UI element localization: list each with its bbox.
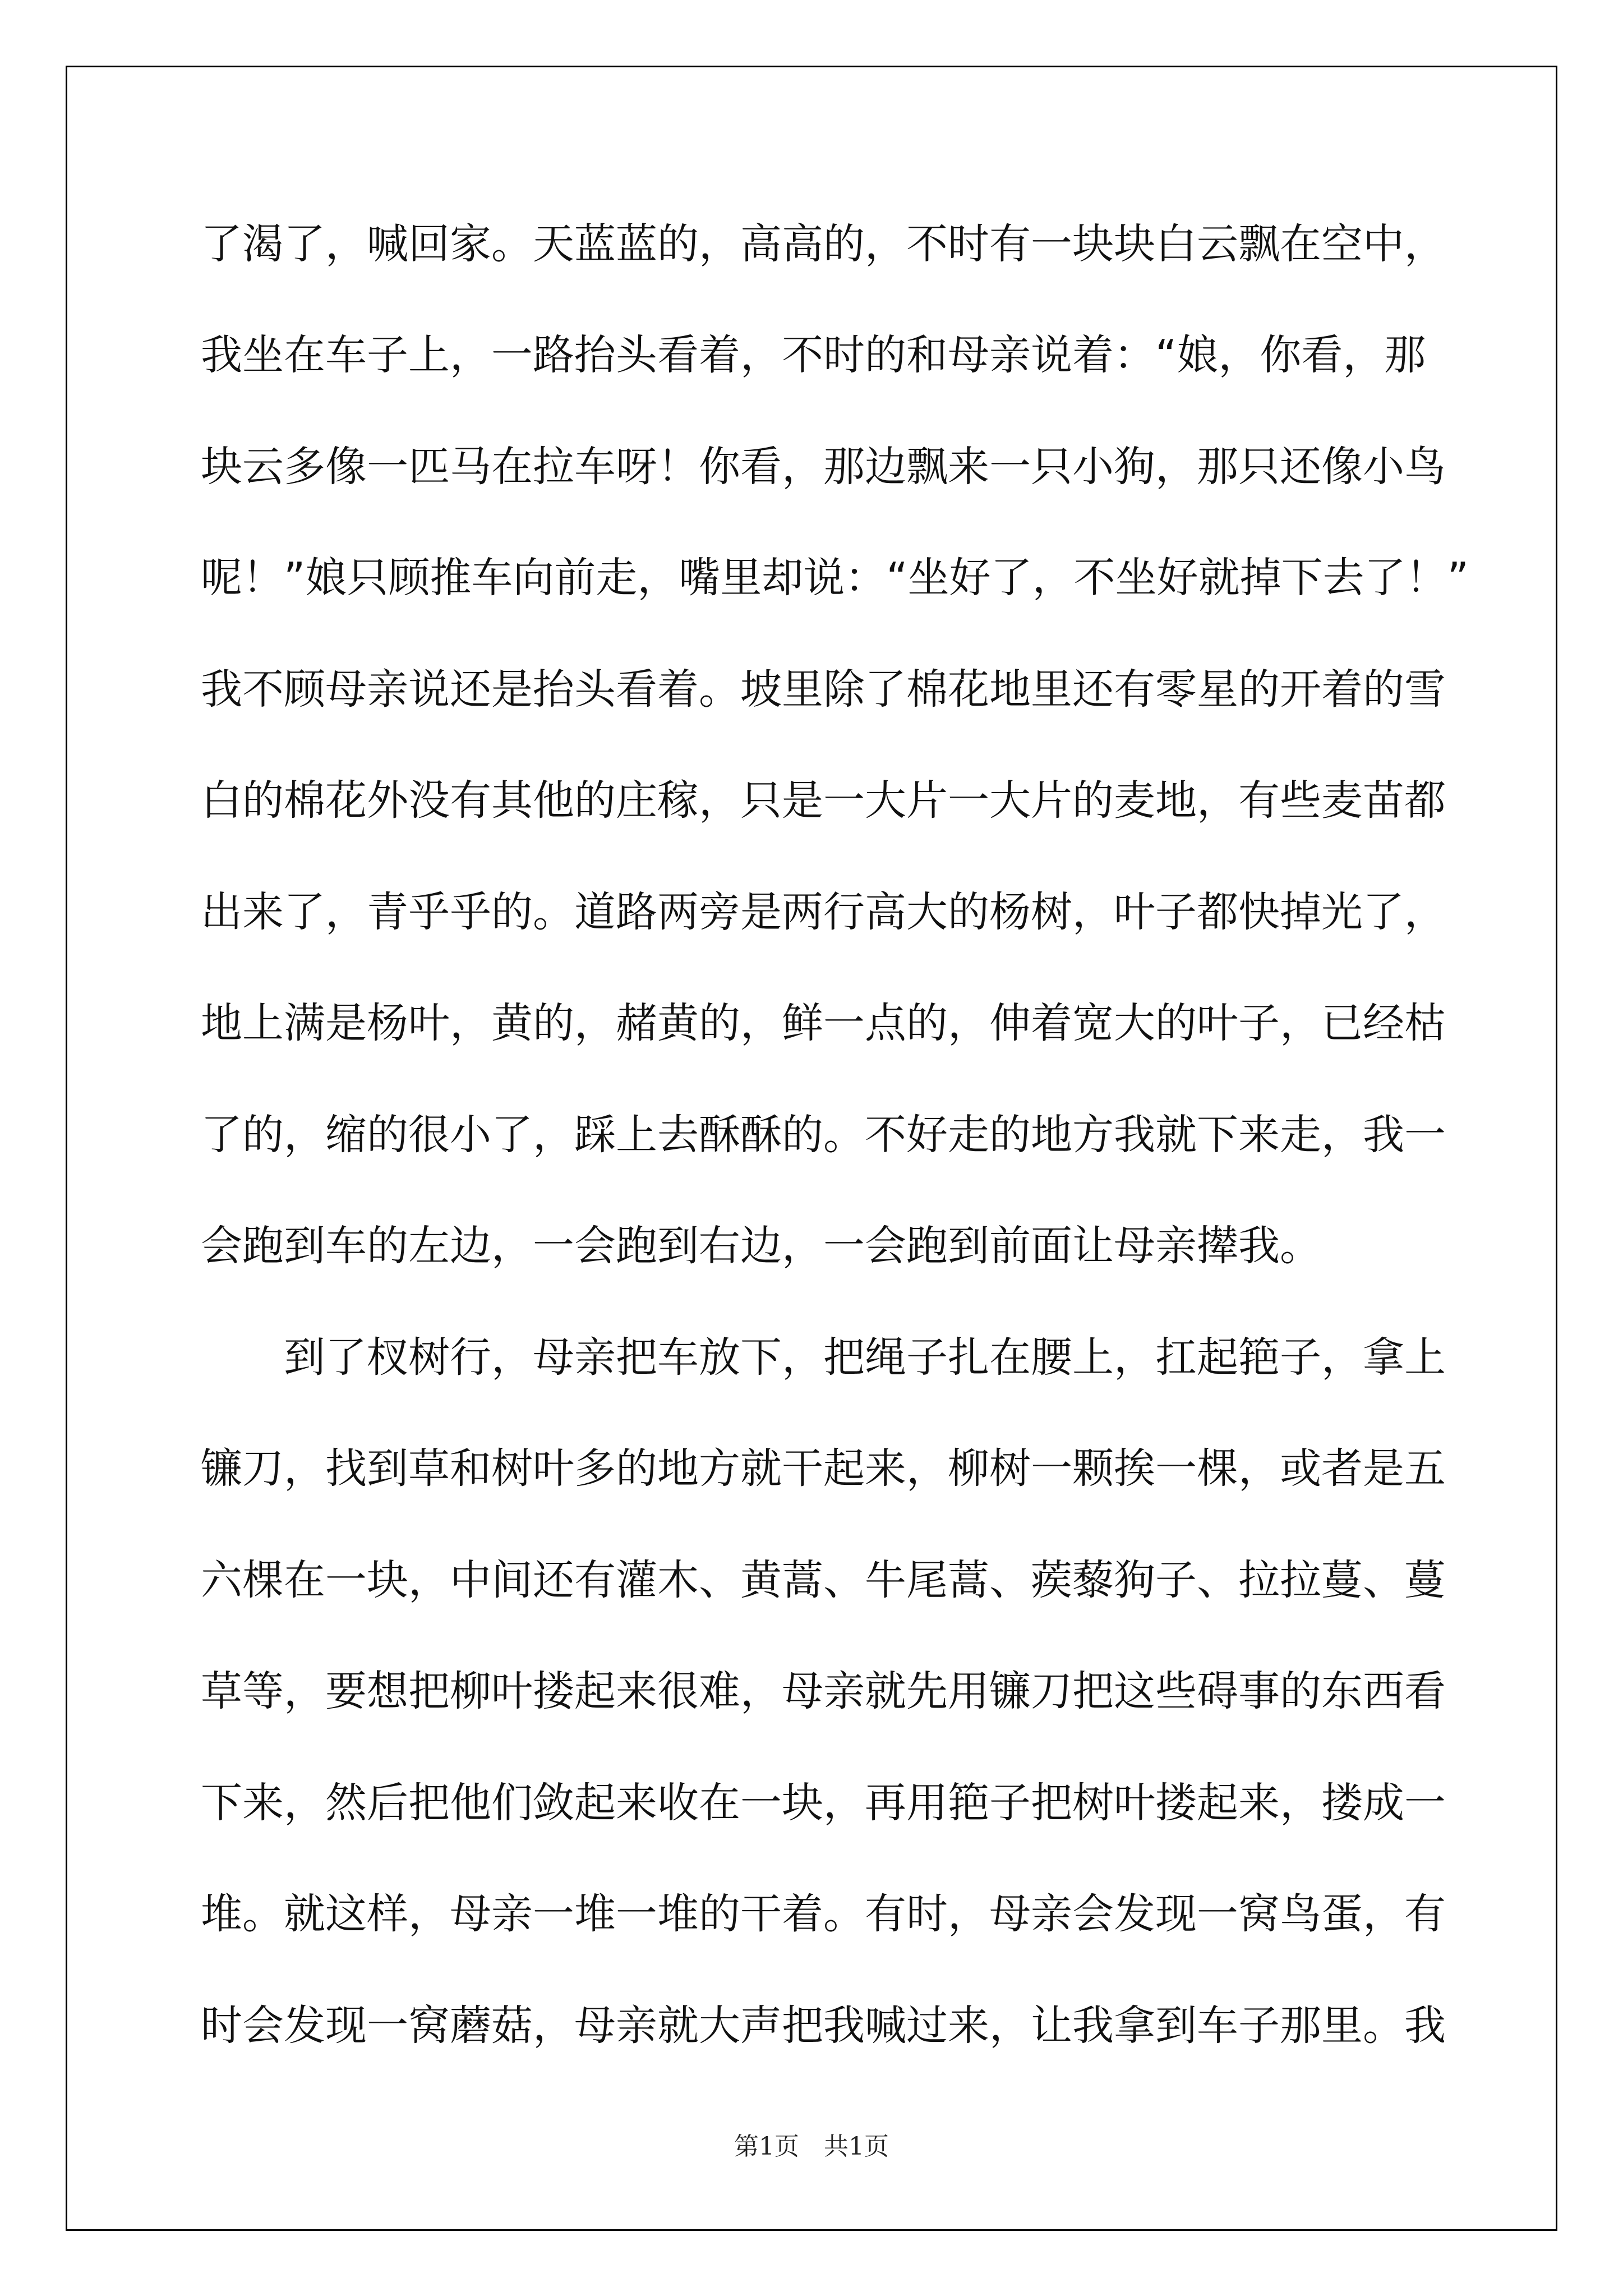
text-line: 镰刀，找到草和树叶多的地方就干起来，柳树一颗挨一棵，或者是五 — [201, 1444, 1446, 1493]
text-line: 了渴了，喊回家。天蓝蓝的，高高的，不时有一块块白云飘在空中， — [201, 220, 1446, 268]
text-line: 六棵在一块，中间还有灌木、黄蒿、牛尾蒿、蒺藜狗子、拉拉蔓、蔓 — [201, 1556, 1446, 1604]
text-line: 下来，然后把他们敛起来收在一块，再用筢子把树叶搂起来，搂成一 — [201, 1779, 1446, 1827]
text-line: 到了杈树行，母亲把车放下，把绳子扎在腰上，扛起筢子，拿上 — [201, 1333, 1446, 1382]
text-line: 白的棉花外没有其他的庄稼，只是一大片一大片的麦地，有些麦苗都 — [201, 776, 1446, 825]
text-line: 呢！”娘只顾推车向前走，嘴里却说：“坐好了，不坐好就掉下去了！” — [201, 554, 1469, 602]
text-line: 地上满是杨叶，黄的，赭黄的，鲜一点的，伸着宽大的叶子，已经枯 — [201, 999, 1446, 1047]
text-line: 了的，缩的很小了，踩上去酥酥的。不好走的地方我就下来走，我一 — [201, 1111, 1446, 1159]
text-line: 我不顾母亲说还是抬头看着。坡里除了棉花地里还有零星的开着的雪 — [201, 665, 1446, 714]
text-line: 草等，要想把柳叶搂起来很难，母亲就先用镰刀把这些碍事的东西看 — [201, 1667, 1446, 1715]
text-line: 出来了，青乎乎的。道路两旁是两行高大的杨树，叶子都快掉光了， — [201, 888, 1446, 936]
text-line: 堆。就这样，母亲一堆一堆的干着。有时，母亲会发现一窝鸟蛋，有 — [201, 1890, 1446, 1938]
text-line: 会跑到车的左边，一会跑到右边，一会跑到前面让母亲撵我。 — [201, 1222, 1321, 1270]
text-line: 我坐在车子上，一路抬头看着，不时的和母亲说着：“娘，你看，那 — [201, 331, 1426, 379]
text-line: 块云多像一匹马在拉车呀！你看，那边飘来一只小狗，那只还像小鸟 — [201, 443, 1446, 491]
text-line: 时会发现一窝蘑菇，母亲就大声把我喊过来，让我拿到车子那里。我 — [201, 2001, 1446, 2050]
page-footer: 第1页 共1页 — [734, 2132, 889, 2161]
